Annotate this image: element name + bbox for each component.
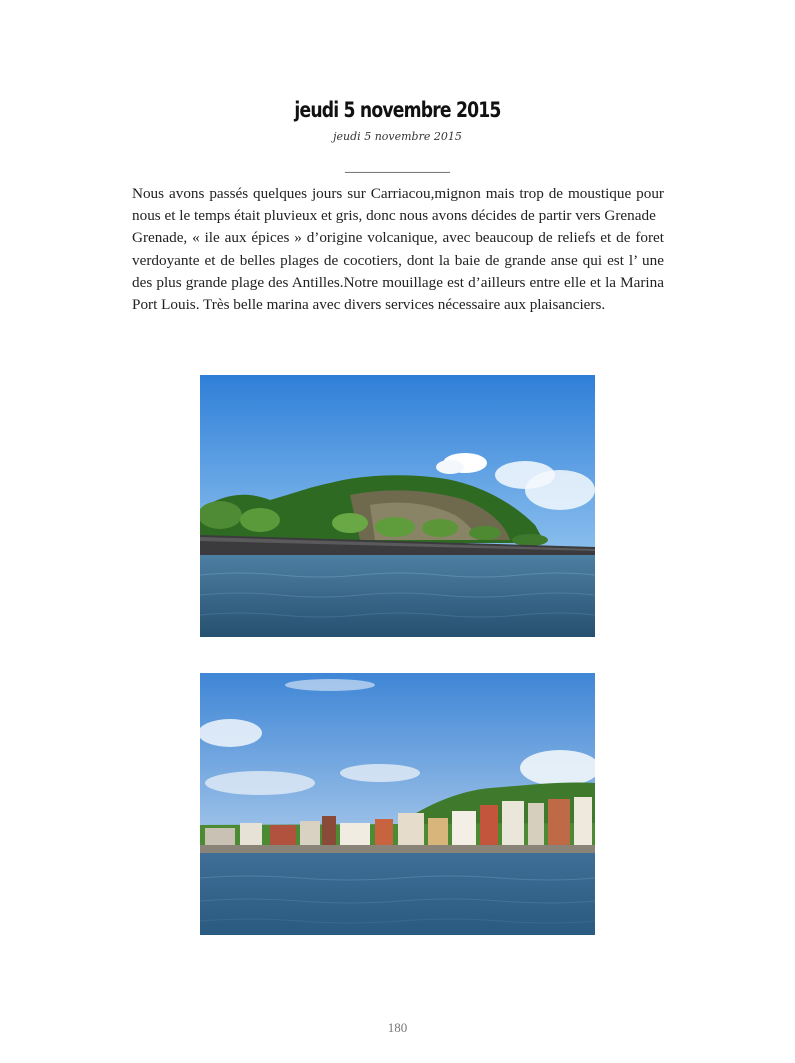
photo-harbour-town	[200, 673, 595, 935]
page-subtitle-date: jeudi 5 novembre 2015	[333, 130, 462, 143]
page-number: 180	[387, 1020, 408, 1035]
paragraph-carriacou: Nous avons passés quelques jours sur Carriacou,mignon mais trop de moustique pour nous et le temps était pluvieux et gris, donc nous avons décides de partir vers Grenade	[132, 185, 664, 225]
photo-headland	[200, 375, 595, 637]
article-body	[132, 183, 664, 316]
separator-line: _______________	[345, 160, 450, 175]
paragraph-grenade: Grenade, « ile aux épices » d’origine volcanique, avec beaucoup de reliefs et de foret verdoyante et de belles plages de cocotiers, dont la baie de grande anse qui est l’ une des plus grande plage des Antilles.Notre mouillage est d’ailleurs entre elle et la Marina Port Louis. Très belle marina avec divers services nécessaire aux plaisanciers.	[132, 229, 664, 314]
page-title: jeudi 5 novembre 2015	[294, 98, 501, 122]
